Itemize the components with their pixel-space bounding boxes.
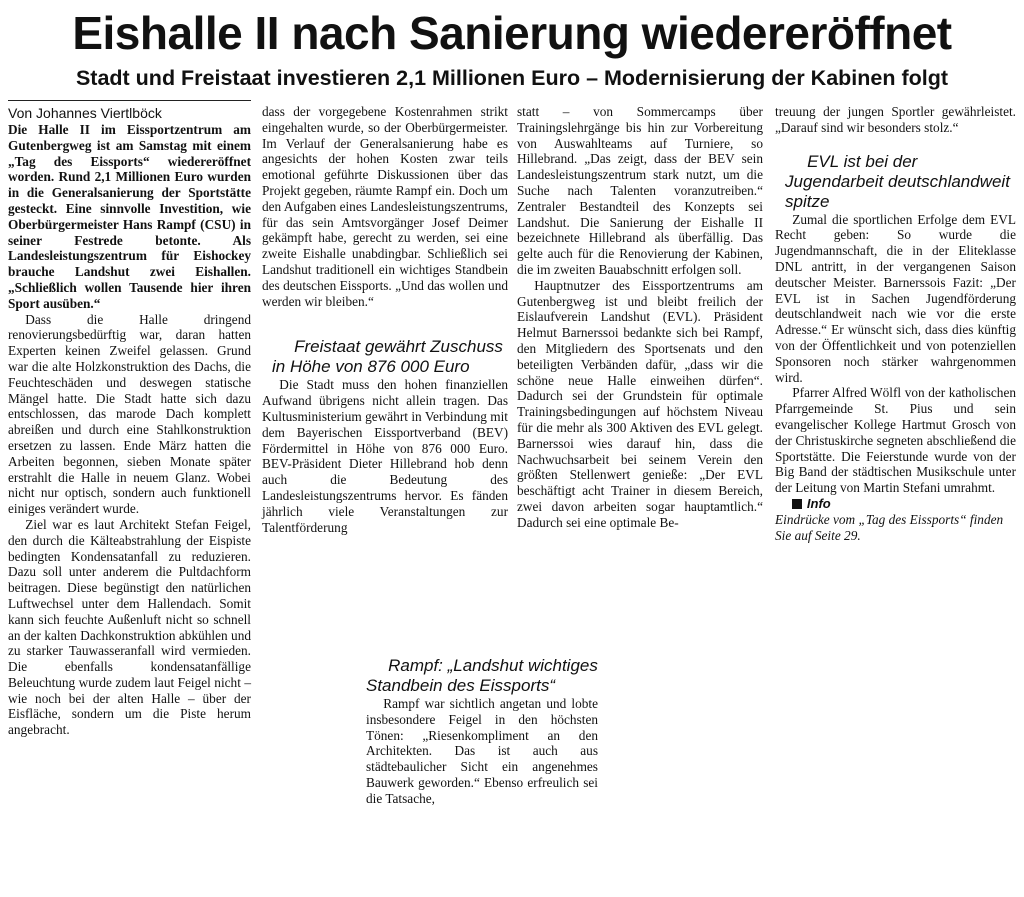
subtitle-freistaat: Freistaat gewährt Zuschuss in Höhe von 876 000 Euro (272, 337, 503, 377)
info-box-label: Info (775, 496, 1016, 512)
body-paragraph: treuung der jungen Sportler gewährleistet. „Darauf sind wir besonders stolz.“ (775, 104, 1016, 135)
column-1 (8, 104, 251, 738)
subheadline: Stadt und Freistaat investieren 2,1 Millionen Euro – Modernisierung der Kabinen folgt (75, 66, 949, 90)
column-3 (517, 104, 763, 531)
column-4 (775, 104, 1016, 543)
body-paragraph: Rampf war sichtlich angetan und lobte insbesondere Feigel in den höchsten Tönen: „Riesenkompliment an den Architekten. Das ist auch aus städtebaulicher Sicht ein angenehmes Bauwerk geworden.“ Ebenso erfreulich sei die Tatsache, (366, 696, 598, 806)
headline: Eishalle II nach Sanierung wiedereröffnet (72, 7, 952, 59)
column-2 (262, 104, 508, 535)
lead-paragraph: Die Halle II im Eissportzentrum am Gutenbergweg ist am Samstag mit einem „Tag des Eissports“ wiedereröffnet worden. Rund 2,1 Millionen Euro wurden in die Generalsanierung der Sportstätte gesteckt. Eine sinnvolle Investition, wie Oberbürgermeister Hans Rampf (CSU) in seiner Festrede betonte. Als Landesleistungszentrum für Eishockey brauche Landshut zwei Eishallen. „Schließlich wollen Tausende hier ihren Sport ausüben.“ (8, 122, 251, 311)
body-paragraph: Ziel war es laut Architekt Stefan Feigel, den durch die Kälteabstrahlung der Eispiste bedingten Kondensatanfall zu reduzieren. Dazu soll unter anderem die Pultdachform beitragen. Diese begünstigt den natürlichen Luftwechsel unter dem Hallendach. Somit kann sich feuchte Außenluft nicht so schnell an der kalten Dachkonstruktion abkühlen und zu starker Tauwasseranfall wird vermieden. Die ebenfalls kondensatanfällige Beleuchtung wurde zudem laut Feigel nicht – wie noch bei der alten Halle – über der Eisfläche, sondern um die Piste herum angebracht. (8, 516, 251, 738)
byline: Von Johannes Viertlböck (8, 105, 162, 121)
subtitle-evl: EVL ist bei der Jugendarbeit deutschlandweit spitze (785, 151, 1010, 211)
byline-rule (8, 100, 251, 101)
body-paragraph: Pfarrer Alfred Wölfl von der katholischen Pfarrgemeinde St. Pius und sein evangelischer Kollege Hartmut Grosch von der Christuskirche segneten abschließend die Sportstätte. Die Feierstunde wurde von der Big Band der städtischen Musikschule unter der Leitung von Martin Stefani umrahmt. (775, 385, 1016, 496)
body-paragraph: Hauptnutzer des Eissportzentrums am Gutenbergweg ist und bleibt freilich der Eislaufverein Landshut (EVL). Präsident Helmut Barnerssoi bedankte sich bei Rampf, den Mitgliedern des Sportsenats und den beteiligten Verbänden dafür, „dass wir die schöne neue Halle einweihen dürfen“. Dadurch sei der Grundstein für optimale Trainingsbedingungen auf höchstem Niveau für die mehr als 300 Aktiven des EVL gelegt. Barnerssoi wies darauf hin, dass die Nachwuchsarbeit bei seinem Verein den größten Stellenwert genieße: „Der EVL beschäftigt acht Trainer in diesem Bereich, zwei davon arbeiten sogar hauptamtlich.“ Dadurch sei eine optimale Be- (517, 277, 763, 530)
info-text: Eindrücke vom „Tag des Eissports“ finden Sie auf Seite 29. (775, 511, 1004, 543)
body-paragraph: Dass die Halle dringend renovierungsbedürftig war, daran hatten Experten keinen Zweifel gelassen. Grund war die alte Holzkonstruktion des Dachs, die Feuchteschäden und deswegen statische Mängel hatte. Die Stadt hatte sich dazu entschlossen, das marode Dach komplett abreißen und durch eine Stahlkonstruktion ersetzen zu lassen. Ende März hatten die Arbeiten begonnen, sieben Monate später erstrahlt die Halle in neuem Glanz. Wobei nicht nur optisch, sondern auch funktionell einiges verändert wurde. (8, 311, 251, 517)
rampf-section (366, 656, 598, 807)
body-paragraph: Zumal die sportlichen Erfolge dem EVL Recht geben: So wurde die Jugendmannschaft, die in der Eliteklasse DNL antritt, in der vergangenen Saison deutscher Meister. Barnerssois Fazit: „Der EVL ist in Sachen Jugendförderung deutschlandweit nach wie vor die erste Adresse.“ Er wünscht sich, dass dies künftig von der Öffentlichkeit und von potenziellen Sponsoren noch stärker wahrgenommen wird. (775, 211, 1016, 385)
body-paragraph: Die Stadt muss den hohen finanziellen Aufwand übrigens nicht allein tragen. Das Kultusministerium gewährt in Verbindung mit dem Bayerischen Eissportverband (BEV) Fördermittel in Höhe von 876 000 Euro. BEV-Präsident Dieter Hillebrand hob denn auch die Bedeutung des Landesleistungszentrums hervor. Es fänden jährlich viele Veranstaltungen zur Talentförderung (262, 377, 508, 535)
body-paragraph: statt – von Sommercamps über Trainingslehrgänge bis hin zur Vorbereitung von Auswahlteams auf Turniere, so Hillebrand. „Das zeigt, dass der BEV sein Landesleistungszentrum stark nutzt, um die Suche nach Talenten voranzutreiben.“ Zentraler Bestandteil des Konzepts sei Landshut. Die Sanierung der Eishalle II bezeichnete Hillebrand als überfällig. Das gelte auch für die Renovierung der Kabinen, die im zweiten Bauabschnitt erfolgen soll. (517, 104, 763, 277)
body-paragraph: dass der vorgegebene Kostenrahmen strikt eingehalten wurde, so der Oberbürgermeister. Im Verlauf der Generalsanierung habe es angesichts der hohen Kosten zwar teils emotional geführte Diskussionen über das Projekt gegeben, räumte Rampf ein. Doch um den Aufgaben eines Landesleistungszentrums, für das sein Amtsvorgänger Josef Deimer gekämpft habe, gerecht zu werden, sei eine zweite Eishalle unabdingbar. Schließlich sei Landshut traditionell ein wichtiges Standbein des deutschen Eissports. „Und das wollen und werden wir bleiben.“ (262, 104, 508, 309)
info-square-icon (792, 499, 802, 509)
subtitle-rampf: Rampf: „Landshut wichtiges Standbein des Eissports“ (366, 656, 598, 695)
